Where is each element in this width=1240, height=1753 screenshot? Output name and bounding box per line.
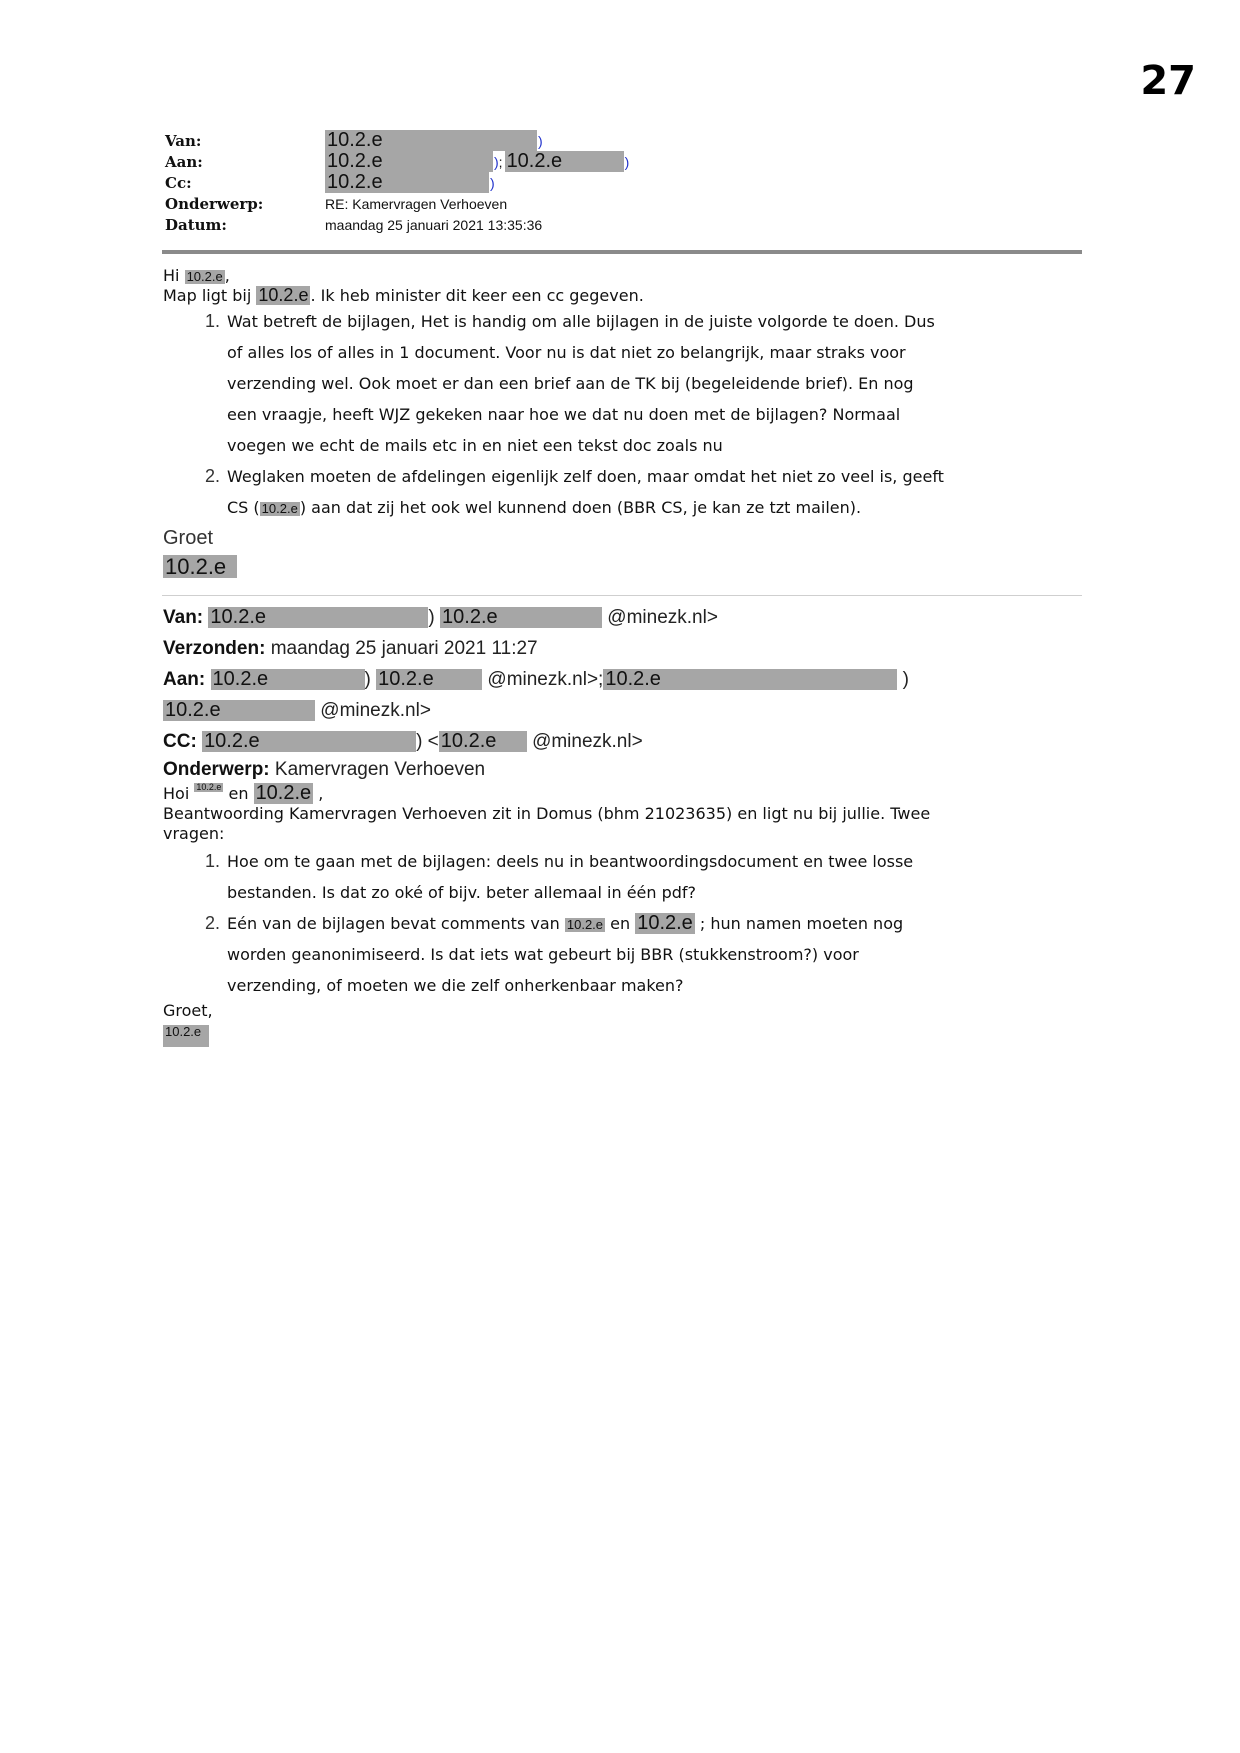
reply-list <box>163 306 1093 523</box>
redaction-box: 10.2.e <box>261 501 298 516</box>
redaction-box: 10.2.e <box>196 782 222 792</box>
redaction-box: 10.2.e <box>505 151 624 172</box>
header-subject-row <box>165 193 629 214</box>
redaction-box: 10.2.e <box>440 607 602 628</box>
redaction-box: 10.2.e <box>163 700 315 721</box>
from-label: Van: <box>165 131 202 150</box>
redaction-box: 10.2.e <box>439 731 527 752</box>
redaction-box: 10.2.e <box>202 731 416 752</box>
reply-body <box>163 266 1093 578</box>
header-from-row <box>165 130 629 151</box>
fwd-to-row: Aan: 10.2.e ) 10.2.e @minezk.nl>; 10.2.e ) <box>163 668 909 690</box>
date-value: maandag 25 januari 2021 13:35:36 <box>325 216 543 233</box>
forwarded-message <box>163 602 1093 1047</box>
redaction-box: 10.2.e <box>637 912 693 934</box>
redaction-box: 10.2.e <box>211 669 365 690</box>
redaction-box: 10.2.e <box>376 669 482 690</box>
redaction-box: 10.2.e <box>325 130 537 151</box>
email-header <box>165 130 629 235</box>
fwd-cc-row: CC: 10.2.e ) < 10.2.e @minezk.nl> <box>163 730 643 752</box>
redaction-box: 10.2.e <box>186 269 223 284</box>
fwd-sent-row: Verzonden: maandag 25 januari 2021 11:27 <box>163 638 538 659</box>
recipient-separator: ; <box>498 153 503 170</box>
original-greeting: Hoi 10.2.e en 10.2.e , <box>163 782 324 804</box>
signature-redaction: 10.2.e <box>163 1025 209 1047</box>
reply-line: Map ligt bij 10.2.e . Ik heb minister dit keer een cc gegeven. <box>163 285 644 305</box>
reply-greeting: Hi 10.2.e , <box>163 266 230 285</box>
date-label: Datum: <box>165 215 227 234</box>
redaction-box: 10.2.e <box>603 669 897 690</box>
original-intro: Beantwoording Kamervragen Verhoeven zit in Domus (bhm 21023635) en ligt nu bij jullie. Twee <box>163 804 931 823</box>
header-divider <box>162 250 1082 254</box>
reply-closing: Groet <box>163 527 214 549</box>
list-item: 2. Weglaken moeten de afdelingen eigenlijk zelf doen, maar omdat het niet zo veel is, geeft CS ( 10.2.e ) aan dat zij het ook wel kunnend doen (BBR CS, je kan ze tzt mailen). <box>225 461 1093 523</box>
redaction-box: 10.2.e <box>208 607 428 628</box>
header-to-row <box>165 151 629 172</box>
list-item: 1. Wat betreft de bijlagen, Het is handig om alle bijlagen in de juiste volgorde te doen. Dus of alles los of alles in 1 document. Voor nu is dat niet zo belangrijk, maar straks voor verzending wel. Ook moet er dan een brief aan de TK bij (begeleidende brief). En nog een vraagje, heeft WJZ gekeken naar hoe we dat nu doen met de bijlagen? Normaal voegen we echt de mails etc in en niet een tekst doc zoals nu <box>225 306 1093 461</box>
email-link[interactable]: ) <box>538 132 543 149</box>
header-date-row <box>165 214 629 235</box>
header-cc-row <box>165 172 629 193</box>
signature-redaction: 10.2.e <box>163 555 237 578</box>
fwd-from-row: Van: 10.2.e ) 10.2.e @minezk.nl> <box>163 606 718 628</box>
original-closing: Groet, <box>163 1001 213 1020</box>
page-number: 27 <box>1140 58 1196 104</box>
fwd-to-row-cont: 10.2.e @minezk.nl> <box>165 699 431 721</box>
list-item: 1. Hoe om te gaan met de bijlagen: deels nu in beantwoordingsdocument en twee losse bestanden. Is dat zo oké of bijv. beter allemaal in één pdf? <box>225 846 1093 908</box>
email-link[interactable]: ) <box>490 174 495 191</box>
original-list <box>163 846 1093 1001</box>
list-item: 2. Eén van de bijlagen bevat comments van 10.2.e en 10.2.e ; hun namen moeten nog worden geanonimiseerd. Is dat iets wat gebeurt bij BBR (stukkenstroom?) voor verzending, of moeten we die zelf onherkenbaar maken? <box>225 908 1093 1001</box>
to-label: Aan: <box>165 152 203 171</box>
fwd-subject-row: Onderwerp: Kamervragen Verhoeven <box>163 759 486 780</box>
redaction-box: 10.2.e <box>255 782 312 804</box>
subject-value: RE: Kamervragen Verhoeven <box>325 195 508 212</box>
email-link[interactable]: ) <box>494 153 499 170</box>
redaction-box: 10.2.e <box>325 172 489 193</box>
email-link[interactable]: ) <box>624 153 630 170</box>
redaction-box: 10.2.e <box>325 151 493 172</box>
cc-label: Cc: <box>165 173 192 192</box>
forward-divider <box>162 595 1082 596</box>
original-intro-cont: vragen: <box>163 824 225 843</box>
redaction-box: 10.2.e <box>566 917 604 932</box>
original-body <box>163 783 1093 1047</box>
subject-label: Onderwerp: <box>165 194 264 213</box>
redaction-box: 10.2.e <box>258 285 309 305</box>
